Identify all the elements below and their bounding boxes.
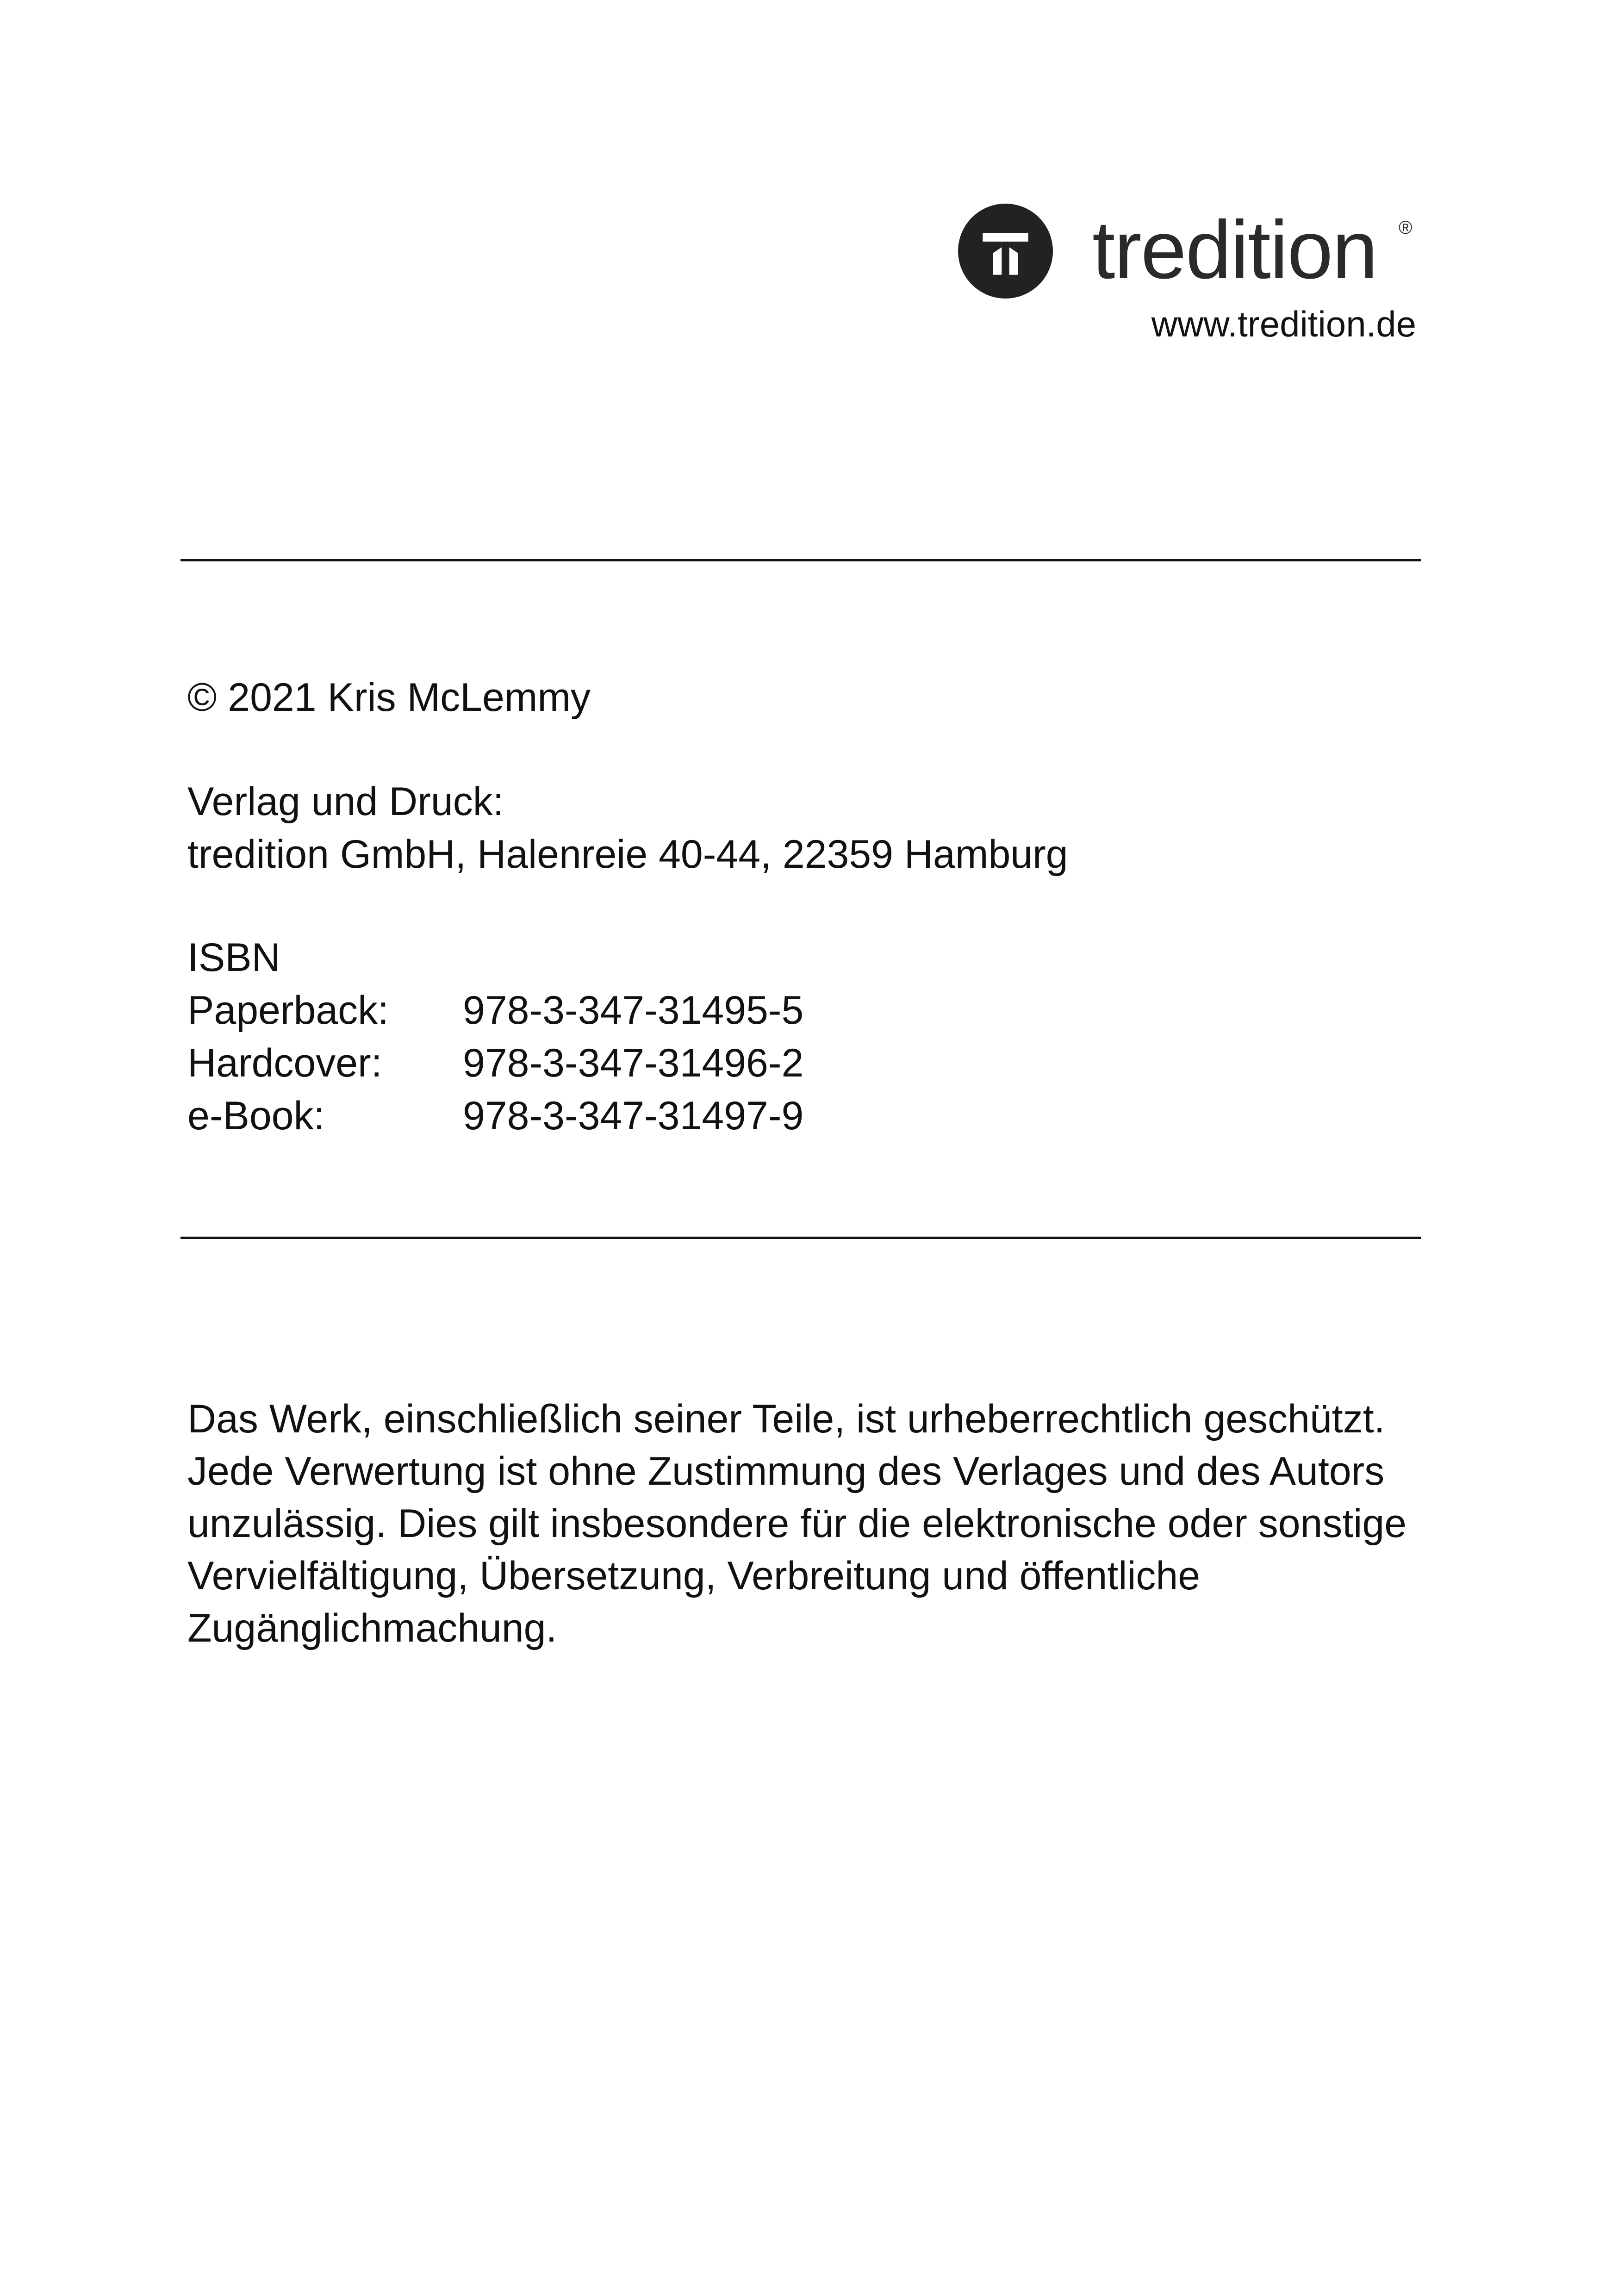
notice-line: Das Werk, einschließlich seiner Teile, ist urheberrechtlich geschützt. <box>187 1397 1385 1441</box>
isbn-label: Paperback: <box>187 988 389 1033</box>
bottom-divider <box>180 1237 1421 1239</box>
logo-wordmark: tredition <box>1092 204 1377 296</box>
publisher-address: tredition GmbH, Halenreie 40-44, 22359 Hamburg <box>187 832 1068 877</box>
publisher-url[interactable]: www.tredition.de <box>1151 304 1416 344</box>
isbn-label: e-Book: <box>187 1094 325 1138</box>
isbn-row <box>187 1089 803 1142</box>
notice-line: Vervielfältigung, Übersetzung, Verbreitung und öffentliche <box>187 1554 1201 1598</box>
notice-line: Jede Verwertung ist ohne Zustimmung des Verlages und des Autors <box>187 1449 1385 1493</box>
registered-mark: ® <box>1399 218 1413 238</box>
publisher-label: Verlag und Druck: <box>187 779 504 824</box>
copyright-line: © 2021 Kris McLemmy <box>187 675 591 720</box>
notice-line: Zugänglichmachung. <box>187 1606 557 1650</box>
isbn-row <box>187 984 803 1037</box>
isbn-value: 978-3-347-31497-9 <box>463 1094 804 1138</box>
tredition-logo-icon <box>958 204 1053 299</box>
isbn-value: 978-3-347-31496-2 <box>463 1041 804 1085</box>
isbn-block <box>187 931 803 1142</box>
publisher-block <box>187 775 1068 881</box>
publisher-logo <box>958 204 1421 305</box>
notice-line: unzulässig. Dies gilt insbesondere für die elektronische oder sonstige <box>187 1501 1407 1546</box>
copyright-notice <box>187 1393 1437 1655</box>
isbn-value: 978-3-347-31495-5 <box>463 988 804 1033</box>
top-divider <box>180 559 1421 561</box>
isbn-heading: ISBN <box>187 935 280 980</box>
isbn-label: Hardcover: <box>187 1041 382 1085</box>
isbn-row <box>187 1037 803 1089</box>
